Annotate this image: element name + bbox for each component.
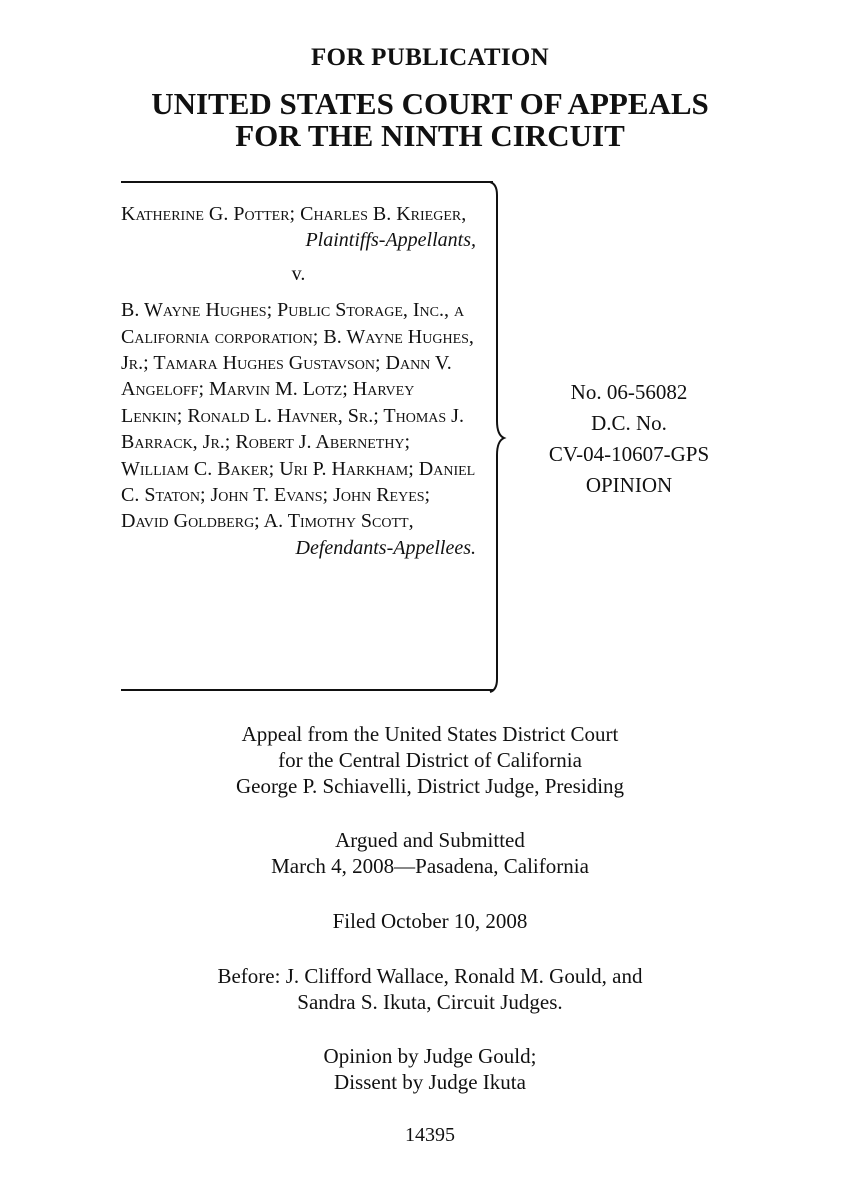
court-title bbox=[0, 88, 860, 152]
plaintiffs-role: Plaintiffs-Appellants, bbox=[305, 229, 476, 252]
appeal-line-3: George P. Schiavelli, District Judge, Presiding bbox=[235, 774, 625, 798]
case-number: No. 06-56082 bbox=[570, 380, 688, 404]
argued-line-2: March 4, 2008—Pasadena, California bbox=[271, 854, 589, 878]
caption-bottom-rule bbox=[121, 689, 493, 691]
court-title-line-1: UNITED STATES COURT OF APPEALS bbox=[151, 86, 709, 121]
authorship-info bbox=[0, 1043, 860, 1095]
dc-label: D.C. No. bbox=[591, 411, 667, 435]
panel-info bbox=[0, 963, 860, 1015]
court-title-line-2: FOR THE NINTH CIRCUIT bbox=[235, 118, 625, 153]
caption-brace bbox=[484, 181, 512, 693]
authorship-line-1: Opinion by Judge Gould; bbox=[323, 1044, 537, 1068]
authorship-line-2: Dissent by Judge Ikuta bbox=[334, 1070, 526, 1094]
page-number: 14395 bbox=[405, 1124, 455, 1146]
appeal-line-2: for the Central District of California bbox=[278, 748, 582, 772]
appeal-info bbox=[0, 721, 860, 799]
filed-date: Filed October 10, 2008 bbox=[332, 909, 528, 933]
versus-label: v. bbox=[291, 262, 306, 285]
case-info bbox=[514, 377, 744, 501]
document-type: OPINION bbox=[585, 473, 673, 497]
argued-line-1: Argued and Submitted bbox=[335, 828, 525, 852]
dc-number: CV-04-10607-GPS bbox=[548, 442, 710, 466]
panel-line-2: Sandra S. Ikuta, Circuit Judges. bbox=[297, 990, 563, 1014]
defendants-names: B. Wayne Hughes; Public Storage, Inc., a California corporation; B. Wayne Hughes, Jr.; Tamara Hughes Gustavson; Dann V. Angeloff; Marvin M. Lotz; Harvey Lenkin; Ronald L. Havner, Sr.; Thomas J. Barrack, Jr.; Robert J. Abernethy; William C. Baker; Uri P. Harkham; Daniel C. Staton; John T. Evans; John Reyes; David Goldberg; A. Timothy Scott, bbox=[121, 299, 476, 533]
case-caption bbox=[121, 201, 476, 561]
argued-info bbox=[0, 827, 860, 879]
appeal-line-1: Appeal from the United States District Court bbox=[241, 722, 619, 746]
defendants-role: Defendants-Appellees. bbox=[295, 536, 476, 559]
caption-top-rule bbox=[121, 181, 493, 183]
for-publication-heading: FOR PUBLICATION bbox=[310, 44, 550, 71]
panel-line-1: Before: J. Clifford Wallace, Ronald M. Gould, and bbox=[217, 964, 643, 988]
plaintiffs-names: Katherine G. Potter; Charles B. Krieger, bbox=[121, 203, 467, 225]
